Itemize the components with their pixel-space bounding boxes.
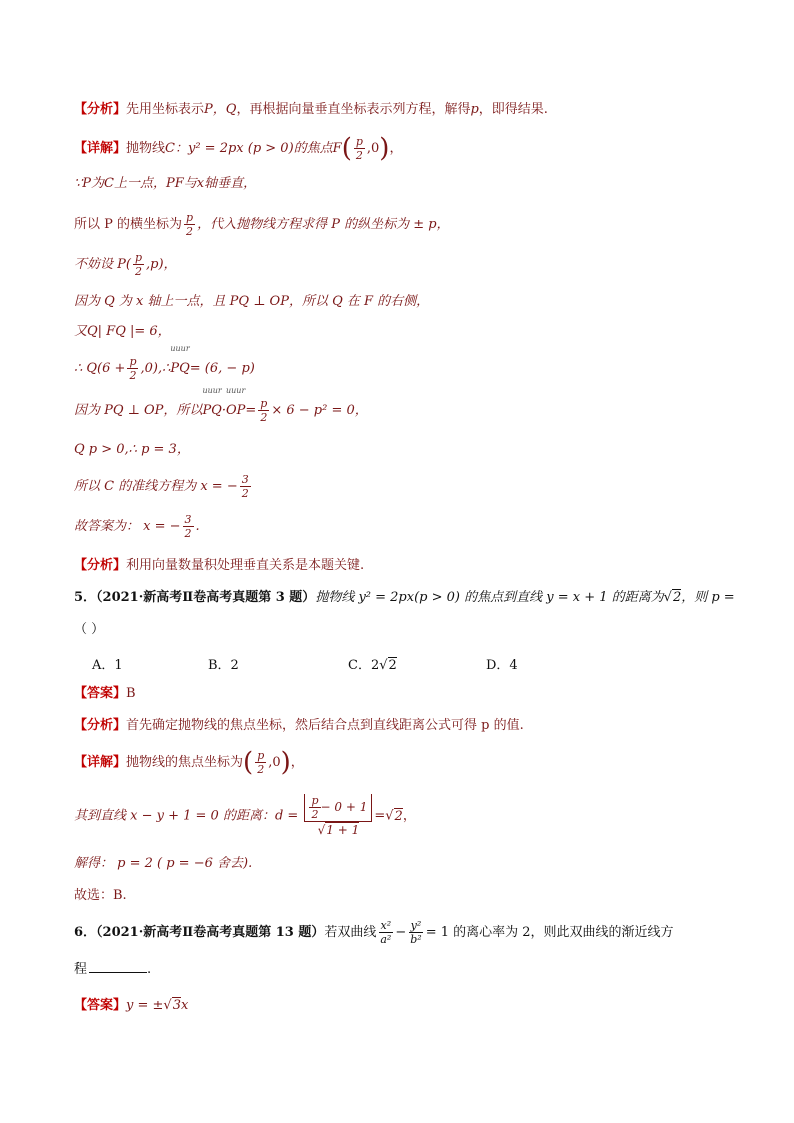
- fraction-3-over-2: $\frac{3}{2}$: [241, 473, 249, 500]
- analysis-vars: P，Q: [204, 102, 237, 117]
- line-4-a: 所以 P 的横坐标为: [74, 217, 183, 232]
- analysis-text: 首先确定抛物线的焦点坐标，然后结合点到直线距离公式可得 p 的值.: [126, 718, 524, 733]
- question-number: 6．: [74, 925, 97, 940]
- answer-value: y = ±: [126, 998, 164, 1013]
- analysis-text: 先用坐标表示: [126, 102, 205, 117]
- detail-tag: 【详解】: [74, 755, 127, 770]
- line-6: 因为 Q 为 x 轴上一点，且 PQ ⊥ OP，所以 Q 在 F 的右侧，: [74, 294, 430, 309]
- detail-focus: F: [332, 141, 342, 156]
- sqrt-value: 2: [672, 590, 682, 605]
- fraction-p-over-2: $\frac{p}{2}$: [257, 749, 265, 776]
- question-5-paren: （ ）: [74, 622, 105, 637]
- analysis-5: [74, 718, 524, 734]
- line-7: 又Q| FQ |= 6，: [74, 324, 171, 339]
- line-8-b: ,0),∴: [140, 361, 171, 376]
- question-6: 6．（2021·新高考Ⅱ卷高考真题第 13 题）若双曲线 $\frac{\text{x²}}{\text{a²}}$ − $\frac{\text{y²}}{\text{b²}}$ = 1 的离心率为 2，则此双曲线的渐近线方: [74, 919, 674, 946]
- question-source: （2021·新高考Ⅱ卷高考真题第 13 题）: [96, 925, 325, 940]
- detail-line-1: 【详解】抛物线C：y² = 2px (p > 0)的焦点F( $\frac{p}{2}$ ,0)，: [74, 133, 403, 164]
- distance-d: d =: [274, 808, 299, 824]
- line-8-a: ∴ Q(6 +: [74, 361, 126, 376]
- answer-6: 【答案】y = ±√3x: [74, 998, 189, 1013]
- option-d[interactable]: D．4: [486, 658, 518, 673]
- solve-line: 解得： p = 2 ( p = −6 舍去).: [74, 856, 253, 871]
- question-text-b: = 1 的离心率为 2，则此双曲线的渐近线方: [425, 925, 674, 940]
- fraction-p-over-2: $\frac{p}{2}$: [355, 135, 363, 162]
- option-a[interactable]: A．1: [92, 658, 123, 673]
- detail-eq: ：y² = 2px (p > 0)的焦点: [174, 141, 333, 156]
- line-4-b: ，代入抛物线方程求得 P 的纵坐标为 ± p，: [197, 217, 450, 232]
- fraction-x2-over-a2: $\frac{\text{x²}}{\text{a²}}$: [380, 919, 392, 946]
- analysis-line-1: [74, 102, 548, 118]
- option-c[interactable]: C．2√2: [348, 658, 397, 673]
- detail-5: 【详解】抛物线的焦点坐标为( $\frac{p}{2}$ ,0)，: [74, 747, 304, 778]
- analysis-text-c: ，即得结果.: [478, 102, 548, 117]
- line-9-c: × 6 − p² = 0，: [271, 403, 368, 418]
- answer-tag: 【答案】: [74, 686, 127, 701]
- line-9: 因为 PQ ⊥ OP，所以 uuur PQ· uuur OP= $\frac{p}{2}$ × 6 − p² = 0，: [74, 386, 368, 424]
- detail-zero: ,0: [366, 141, 380, 156]
- detail-c: C: [165, 141, 175, 156]
- sqrt-value: 3: [172, 998, 181, 1013]
- analysis-text: 利用向量数量积处理垂直关系是本题关键.: [126, 558, 365, 573]
- line-5: [74, 250, 177, 280]
- distance-text: 其到直线 x − y + 1 = 0 的距离：: [74, 808, 275, 824]
- analysis-tag: 【分析】: [74, 102, 127, 117]
- vector-op: uuur OP: [225, 386, 246, 418]
- question-text: 若双曲线: [324, 925, 377, 940]
- fraction-p-over-2: $\frac{p}{2}$: [260, 397, 268, 424]
- question-5: 5．（2021·新高考Ⅱ卷高考真题第 3 题）抛物线 y² = 2px(p > 0) 的焦点到直线 y = x + 1 的距离为√2，则 p =: [74, 590, 735, 605]
- option-b[interactable]: B．2: [208, 658, 239, 673]
- choose-line: 故选：B.: [74, 888, 127, 903]
- fraction-y2-over-b2: $\frac{\text{y²}}{\text{b²}}$: [410, 919, 422, 946]
- analysis-tag: 【分析】: [74, 718, 127, 733]
- line-5-b: ,p)，: [146, 257, 177, 272]
- fraction-p-over-2: $\frac{p}{2}$: [186, 211, 194, 238]
- line-12-a: 故答案为： x = −: [74, 519, 181, 534]
- line-10: Q p > 0,∴ p = 3，: [74, 442, 190, 457]
- line-8-d: = (6, − p): [189, 361, 255, 376]
- analysis-line-2: [74, 558, 364, 574]
- analysis-p: p: [470, 102, 479, 117]
- fraction-p-over-2: $\frac{p}{2}$: [129, 355, 137, 382]
- distance-fraction: $\frac{p}{2}$ − 0 + 1 √1 + 1: [304, 794, 372, 838]
- vector-pq: uuur PQ: [170, 344, 190, 376]
- vector-pq: uuur PQ: [202, 386, 222, 418]
- question-6-cont: 程 .: [74, 962, 152, 977]
- line-4: [74, 210, 450, 240]
- question-number: 5．: [74, 590, 97, 605]
- line-3: ∵P为C上一点，PF与x轴垂直，: [74, 176, 257, 191]
- analysis-text-b: ，再根据向量垂直坐标表示列方程，解得: [236, 102, 471, 117]
- fraction-p-over-2: $\frac{p}{2}$: [134, 251, 142, 278]
- sqrt-value: 2: [394, 808, 403, 824]
- line-11-a: 所以 C 的准线方程为 x = −: [74, 479, 238, 494]
- answer-blank: [89, 972, 147, 973]
- line-5-a: 不妨设 P(: [74, 257, 131, 272]
- line-11: [74, 472, 253, 502]
- option-c-label: C．2: [348, 658, 380, 673]
- detail-text: 抛物线: [126, 141, 166, 156]
- option-c-sqrt: 2: [388, 658, 397, 673]
- line-8: [74, 344, 255, 384]
- question-text: 抛物线 y² = 2px(p > 0) 的焦点到直线 y = x + 1 的距离为: [315, 590, 664, 605]
- fraction-3-over-2: $\frac{3}{2}$: [184, 513, 192, 540]
- detail-tag: 【详解】: [74, 141, 127, 156]
- answer-value: B: [126, 686, 136, 701]
- answer-tag: 【答案】: [74, 998, 127, 1013]
- answer-5: [74, 686, 136, 702]
- analysis-tag: 【分析】: [74, 558, 127, 573]
- question-source: （2021·新高考Ⅱ卷高考真题第 3 题）: [96, 590, 316, 605]
- question-tail: ，则 p =: [681, 590, 735, 605]
- distance-line: 其到直线 x − y + 1 = 0 的距离：d = $\frac{p}{2}$ − 0 + 1 √1 + 1 =√2，: [74, 794, 416, 837]
- line-12: 故答案为： x = − $\frac{3}{2}$ .: [74, 513, 200, 540]
- line-9-a: 因为 PQ ⊥ OP，所以: [74, 403, 203, 418]
- detail-text: 抛物线的焦点坐标为: [126, 755, 244, 770]
